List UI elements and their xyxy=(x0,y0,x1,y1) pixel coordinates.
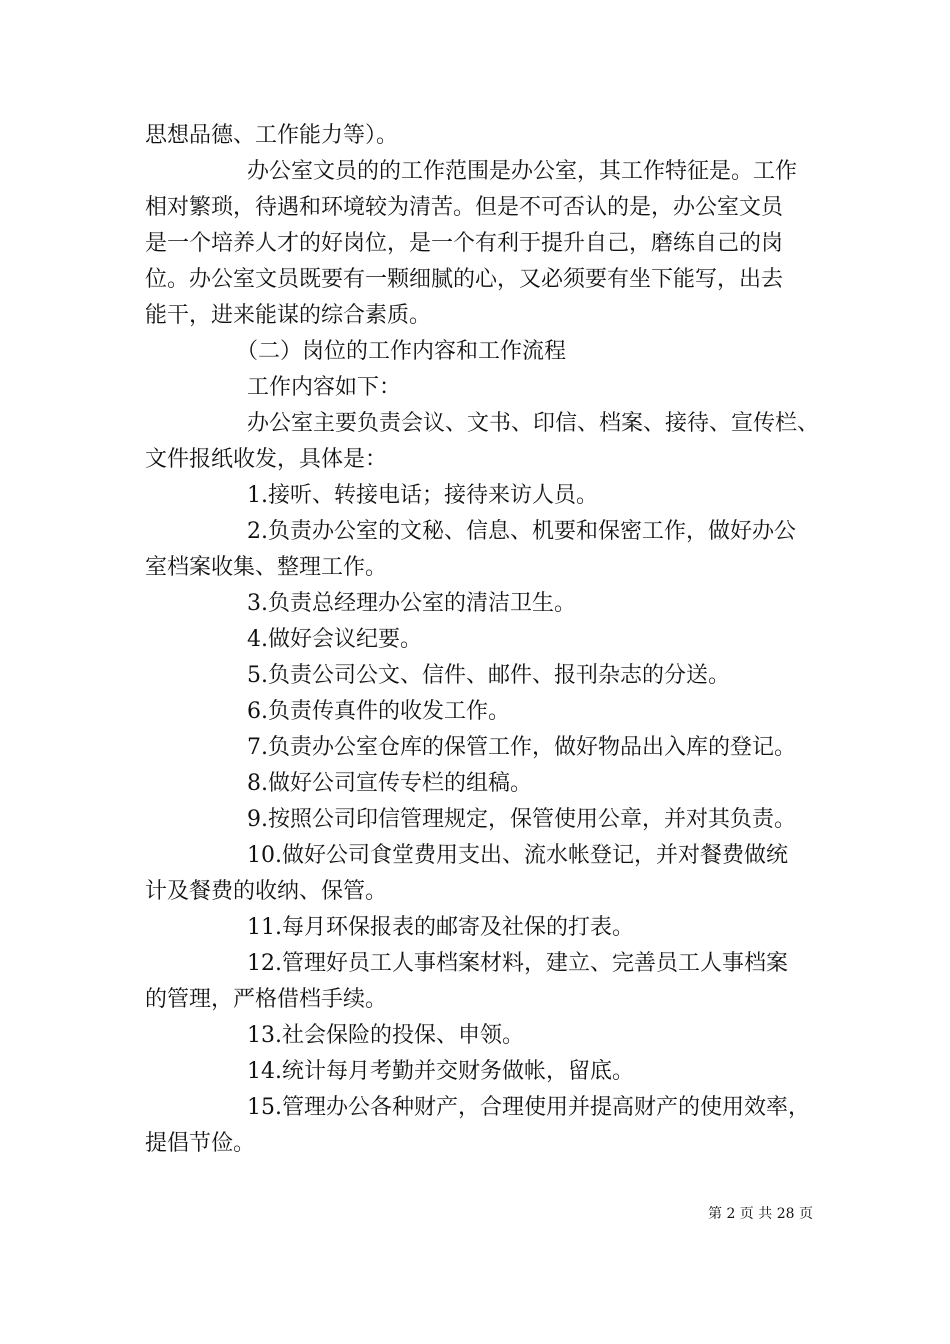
list-item-continuation: 计及餐费的收纳、保管。 xyxy=(145,879,388,904)
list-item: 5.负责公司公文、信件、邮件、报刊杂志的分送。 xyxy=(247,663,730,688)
list-item: 1.接听、转接电话；接待来访人员。 xyxy=(247,483,598,508)
page-number-footer: 第 2 页 共 28 页 xyxy=(708,1206,813,1222)
list-item: 13.社会保险的投保、申领。 xyxy=(247,1023,524,1048)
list-item: 8.做好公司宣传专栏的组稿。 xyxy=(247,771,532,796)
text-line: 是一个培养人才的好岗位，是一个有利于提升自己，磨练自己的岗 xyxy=(145,231,784,256)
paragraph-start-line: 办公室文员的的工作范围是办公室，其工作特征是。工作 xyxy=(247,159,798,184)
text-line: 思想品德、工作能力等）。 xyxy=(145,123,399,148)
subheading: 工作内容如下： xyxy=(247,375,402,400)
list-item: 4.做好会议纪要。 xyxy=(247,627,422,652)
list-item: 10.做好公司食堂费用支出、流水帐登记，并对餐费做统 xyxy=(247,843,788,868)
list-item: 11.每月环保报表的邮寄及社保的打表。 xyxy=(247,915,634,940)
list-item-continuation: 室档案收集、整理工作。 xyxy=(145,555,388,580)
list-item-continuation: 的管理，严格借档手续。 xyxy=(145,987,388,1012)
text-line: 相对繁琐，待遇和环境较为清苦。但是不可否认的是，办公室文员 xyxy=(145,195,784,220)
text-line: 文件报纸收发，具体是： xyxy=(145,447,388,472)
list-item: 2.负责办公室的文秘、信息、机要和保密工作，做好办公 xyxy=(247,519,796,544)
text-line: 位。办公室文员既要有一颗细腻的心，又必须要有坐下能写，出去 xyxy=(145,267,784,292)
list-item: 14.统计每月考勤并交财务做帐，留底。 xyxy=(247,1059,634,1084)
list-item: 7.负责办公室仓库的保管工作，做好物品出入库的登记。 xyxy=(247,735,796,760)
list-item-continuation: 提倡节俭。 xyxy=(145,1131,256,1156)
list-item: 6.负责传真件的收发工作。 xyxy=(247,699,510,724)
list-item: 3.负责总经理办公室的清洁卫生。 xyxy=(247,591,576,616)
list-item: 12.管理好员工人事档案材料，建立、完善员工人事档案 xyxy=(247,951,788,976)
section-heading: （二）岗位的工作内容和工作流程 xyxy=(236,339,567,364)
paragraph-start-line: 办公室主要负责会议、文书、印信、档案、接待、宣传栏、 xyxy=(247,411,820,436)
list-item: 15.管理办公各种财产，合理使用并提高财产的使用效率， xyxy=(247,1095,810,1120)
list-item: 9.按照公司印信管理规定，保管使用公章，并对其负责。 xyxy=(247,807,796,832)
text-line: 能干，进来能谋的综合素质。 xyxy=(145,303,432,328)
